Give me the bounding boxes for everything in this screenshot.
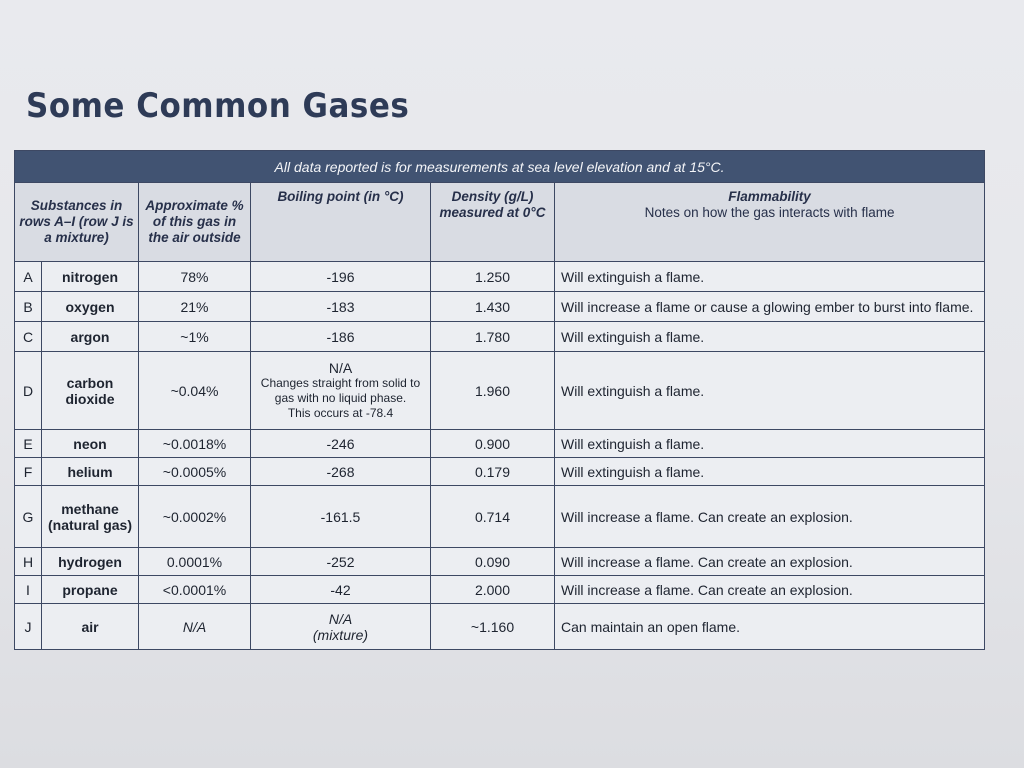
table-row	[15, 604, 985, 650]
gas-name: propane	[42, 576, 139, 604]
boiling-point: -183	[251, 292, 431, 322]
row-letter: B	[15, 292, 42, 322]
row-letter: A	[15, 262, 42, 292]
boiling-subnote: (mixture)	[312, 626, 369, 643]
flammability-note: Can maintain an open flame.	[555, 604, 985, 650]
density: 0.900	[431, 430, 555, 458]
flammability-note: Will extinguish a flame.	[555, 430, 985, 458]
row-letter: G	[15, 486, 42, 548]
table-row	[15, 262, 985, 292]
header-flammability	[555, 183, 985, 262]
gas-name: methane (natural gas)	[42, 486, 139, 548]
boiling-point: -246	[251, 430, 431, 458]
flammability-note: Will extinguish a flame.	[555, 322, 985, 352]
row-letter: D	[15, 352, 42, 430]
header-substance: Substances in rows A–I (row J is a mixture)	[15, 183, 139, 262]
page-title: Some Common Gases	[26, 86, 410, 126]
table-banner: All data reported is for measurements at sea level elevation and at 15°C.	[15, 151, 985, 183]
density: 1.250	[431, 262, 555, 292]
table-row	[15, 352, 985, 430]
header-flammability-subtitle: Notes on how the gas interacts with flame	[644, 205, 895, 220]
gas-name: neon	[42, 430, 139, 458]
density: 1.960	[431, 352, 555, 430]
air-percent: ~0.04%	[139, 352, 251, 430]
air-percent: ~0.0002%	[139, 486, 251, 548]
air-percent: ~0.0005%	[139, 458, 251, 486]
air-percent: 78%	[139, 262, 251, 292]
density: 0.714	[431, 486, 555, 548]
boiling-note-line: gas with no liquid phase.	[274, 390, 407, 405]
gases-table	[14, 150, 985, 650]
table-row	[15, 322, 985, 352]
row-letter: E	[15, 430, 42, 458]
boiling-value: N/A	[328, 610, 353, 627]
table-row	[15, 292, 985, 322]
density: 1.780	[431, 322, 555, 352]
flammability-note: Will increase a flame or cause a glowing ember to burst into flame.	[555, 292, 985, 322]
flammability-note: Will increase a flame. Can create an explosion.	[555, 548, 985, 576]
gas-name: nitrogen	[42, 262, 139, 292]
gases-table-container	[14, 150, 984, 650]
header-flammability-title: Flammability	[728, 189, 811, 204]
row-letter: F	[15, 458, 42, 486]
table-row	[15, 576, 985, 604]
density: 0.090	[431, 548, 555, 576]
flammability-note: Will extinguish a flame.	[555, 352, 985, 430]
density: 0.179	[431, 458, 555, 486]
density: ~1.160	[431, 604, 555, 650]
density: 2.000	[431, 576, 555, 604]
header-percent: Approximate % of this gas in the air outside	[139, 183, 251, 262]
air-percent: N/A	[139, 604, 251, 650]
header-boiling: Boiling point (in °C)	[251, 183, 431, 262]
row-letter: J	[15, 604, 42, 650]
flammability-note: Will increase a flame. Can create an explosion.	[555, 486, 985, 548]
boiling-value: N/A	[328, 359, 353, 376]
boiling-point: -42	[251, 576, 431, 604]
header-density: Density (g/L) measured at 0°C	[431, 183, 555, 262]
boiling-point: -268	[251, 458, 431, 486]
flammability-note: Will extinguish a flame.	[555, 458, 985, 486]
air-percent: <0.0001%	[139, 576, 251, 604]
table-row	[15, 458, 985, 486]
boiling-point: -252	[251, 548, 431, 576]
boiling-note-line: Changes straight from solid to	[260, 375, 421, 390]
air-percent: 0.0001%	[139, 548, 251, 576]
table-row	[15, 430, 985, 458]
table-row	[15, 548, 985, 576]
gas-name: argon	[42, 322, 139, 352]
boiling-point	[251, 604, 431, 650]
flammability-note: Will extinguish a flame.	[555, 262, 985, 292]
boiling-point: -186	[251, 322, 431, 352]
gas-name: helium	[42, 458, 139, 486]
air-percent: ~1%	[139, 322, 251, 352]
boiling-point: -161.5	[251, 486, 431, 548]
gas-name: hydrogen	[42, 548, 139, 576]
boiling-point: -196	[251, 262, 431, 292]
row-letter: I	[15, 576, 42, 604]
row-letter: H	[15, 548, 42, 576]
boiling-note-line: This occurs at -78.4	[287, 405, 394, 420]
air-percent: ~0.0018%	[139, 430, 251, 458]
flammability-note: Will increase a flame. Can create an explosion.	[555, 576, 985, 604]
density: 1.430	[431, 292, 555, 322]
air-percent: 21%	[139, 292, 251, 322]
boiling-point	[251, 352, 431, 430]
gas-name: carbon dioxide	[42, 352, 139, 430]
gas-name: oxygen	[42, 292, 139, 322]
gas-name: air	[42, 604, 139, 650]
row-letter: C	[15, 322, 42, 352]
table-row	[15, 486, 985, 548]
